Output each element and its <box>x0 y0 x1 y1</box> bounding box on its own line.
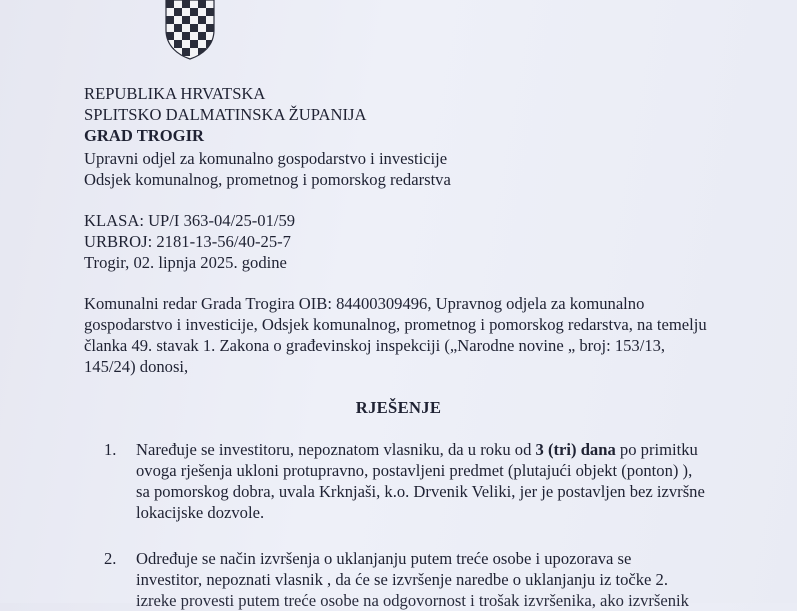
item-number: 2. <box>104 549 117 568</box>
header-county: SPLITSKO DALMATINSKA ŽUPANIJA <box>84 105 367 124</box>
item-2-line-1: Određuje se način izvršenja o uklanjanju putem treće osobe i upozorava se <box>136 549 632 568</box>
ref-klasa: KLASA: UP/I 363-04/25-01/59 <box>84 211 296 230</box>
item-1-line-1 <box>136 440 698 460</box>
item-1-text-pre: Naređuje se investitoru, nepoznatom vlasniku, da u roku od <box>136 440 536 459</box>
document-title: RJEŠENJE <box>355 398 442 417</box>
header-department: Upravni odjel za komunalno gospodarstvo i investicije <box>84 149 448 168</box>
header-city: GRAD TROGIR <box>84 126 205 145</box>
coat-of-arms-icon <box>164 0 216 60</box>
item-1-text-post: po primitku <box>615 440 698 459</box>
item-1-line-3: sa pomorskog dobra, uvala Krknjaši, k.o. Drvenik Veliki, jer je postavljen bez izvršne <box>136 482 705 501</box>
header-section: Odsjek komunalnog, prometnog i pomorskog redarstva <box>84 170 451 189</box>
item-1-line-4: lokacijske dozvole. <box>136 503 265 522</box>
item-2-line-2: investitor, nepoznati vlasnik , da će se izvršenje naredbe o uklanjanju iz točke 2. <box>136 570 668 589</box>
item-number: 1. <box>104 440 117 459</box>
header-country: REPUBLIKA HRVATSKA <box>84 84 266 103</box>
ref-urbroj: URBROJ: 2181-13-56/40-25-7 <box>84 232 291 251</box>
deadline-bold: 3 (tri) dana <box>535 440 616 459</box>
intro-line-3: članka 49. stavak 1. Zakona o građevinskoj inspekciji („Narodne novine „ broj: 153/13, <box>84 336 666 355</box>
item-1-line-2: ovoga rješenja ukloni protupravno, postavljeni predmet (plutajući objekt (ponton) ), <box>136 461 693 480</box>
intro-line-2: gospodarstvo i investicije, Odsjek komunalnog, prometnog i pomorskog redarstva, na temelju <box>84 315 707 334</box>
intro-line-4: 145/24) donosi, <box>84 357 189 376</box>
intro-line-1: Komunalni redar Grada Trogira OIB: 84400309496, Upravnog odjela za komunalno <box>84 294 645 313</box>
ref-date: Trogir, 02. lipnja 2025. godine <box>84 253 287 272</box>
item-2-line-3: izreke provesti putem treće osobe na odgovornost i trošak izvršenika, ako izvršenik <box>136 591 689 610</box>
